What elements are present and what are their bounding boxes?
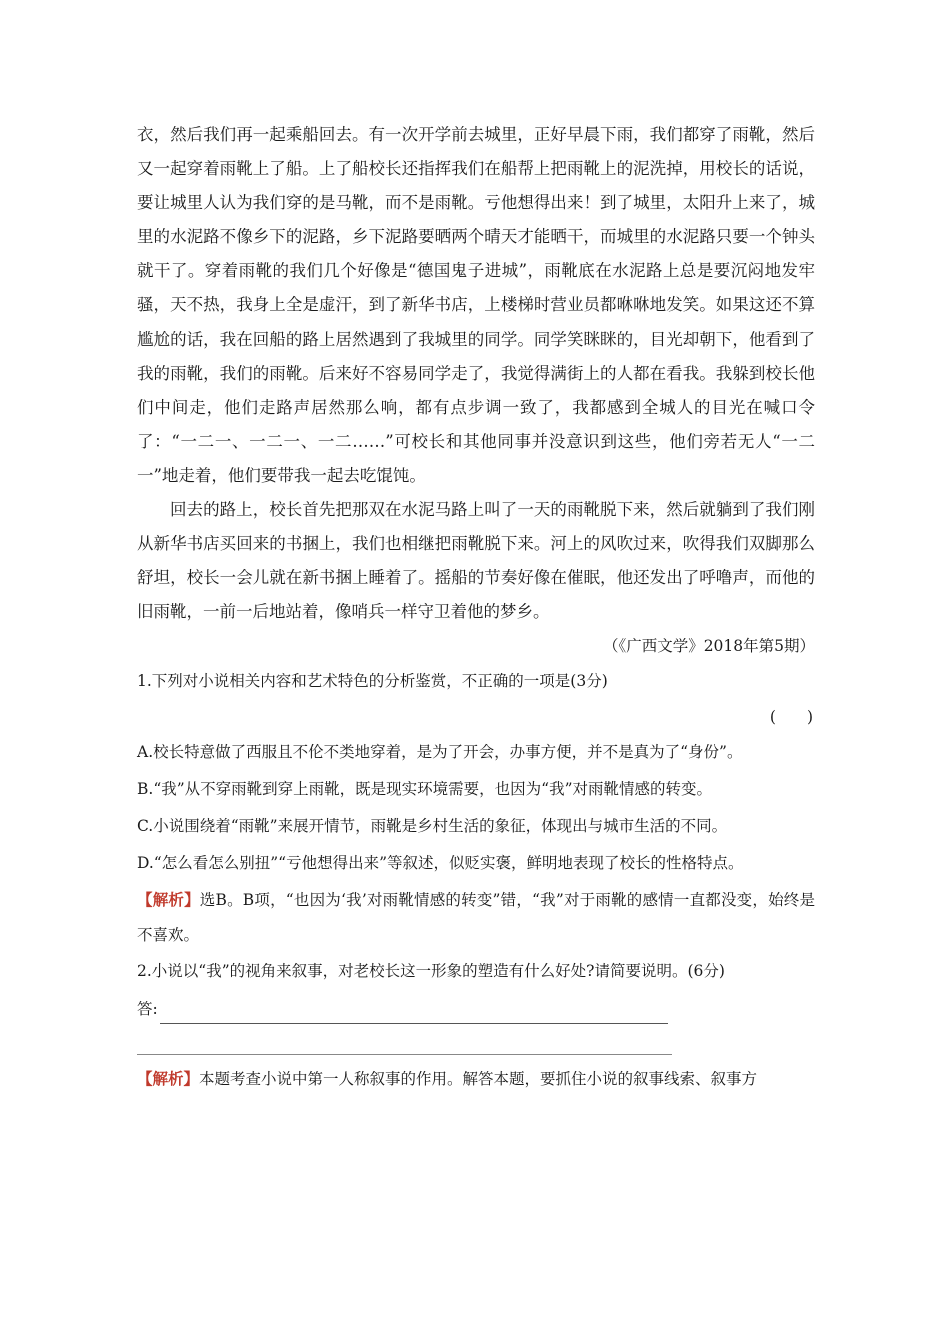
question-1-answer-paren: ( ) <box>769 708 813 727</box>
answer-blank-line-2[interactable] <box>137 1024 672 1055</box>
answer-blank[interactable] <box>160 1005 668 1024</box>
question-1-option-b: B.“我”从不穿雨靴到穿上雨靴，既是现实环境需要，也因为“我”对雨靴情感的转变。 <box>137 780 713 799</box>
question-1-stem: 1.下列对小说相关内容和艺术特色的分析鉴赏，不正确的一项是(3分) <box>137 672 608 691</box>
question-2-stem: 2.小说以“我”的视角来叙事，对老校长这一形象的塑造有什么好处?请简要说明。(6分) <box>137 962 725 981</box>
analysis-tag: 【解析】 <box>137 890 200 910</box>
analysis-text: 本题考查小说中第一人称叙事的作用。解答本题，要抓住小说的叙事线索、叙事方 <box>199 1070 758 1089</box>
passage-paragraph-1: 衣，然后我们再一起乘船回去。有一次开学前去城里，正好早晨下雨，我们都穿了雨靴，然后又一起穿着雨靴上了船。上了船校长还指挥我们在船帮上把雨靴上的泥洗掉，用校长的话说，要让城里人认为我们穿的是马靴，而不是雨靴。亏他想得出来！到了城里，太阳升上来了，城里的水泥路不像乡下的泥路，乡下泥路要晒两个晴天才能晒干，而城里的水泥路只要一个钟头就干了。穿着雨靴的我们几个好像是“德国鬼子进城”，雨靴底在水泥路上总是要沉闷地发牢骚，天不热，我身上全是虚汗，到了新华书店，上楼梯时营业员都咻咻地发笑。如果这还不算尴尬的话，我在回船的路上居然遇到了我城里的同学。同学笑眯眯的，目光却朝下，他看到了我的雨靴，我们的雨靴。后来好不容易同学走了，我觉得满街上的人都在看我。我躲到校长他们中间走，他们走路声居然那么响，都有点步调一致了，我都感到全城人的目光在喊口令了：“一二一、一二一、一二……”可校长和其他同事并没意识到这些，他们旁若无人“一二一”地走着，他们要带我一起去吃馄饨。 <box>137 125 815 485</box>
answer-label: 答: <box>137 1000 158 1019</box>
answer-line[interactable] <box>137 994 815 1024</box>
document-page <box>137 118 815 1097</box>
analysis-text: 选B。B项，“也因为‘我’对雨靴情感的转变”错，“我”对于雨靴的感情一直都没变，始终是不喜欢。 <box>137 891 815 945</box>
question-1-option-c: C.小说围绕着“雨靴”来展开情节，雨靴是乡村生活的象征，体现出与城市生活的不同。 <box>137 817 728 836</box>
question-1-option-d: D.“怎么看怎么别扭”“亏他想得出来”等叙述，似贬实褒，鲜明地表现了校长的性格特点。 <box>137 854 744 873</box>
question-2-analysis <box>137 1061 815 1097</box>
analysis-tag: 【解析】 <box>137 1069 200 1089</box>
passage-source: （《广西文学》2018年第5期） <box>602 637 815 656</box>
question-1-analysis <box>137 882 815 953</box>
passage-paragraph-2: 回去的路上，校长首先把那双在水泥马路上叫了一天的雨靴脱下来，然后就躺到了我们刚从新华书店买回来的书捆上，我们也相继把雨靴脱下来。河上的风吹过来，吹得我们双脚那么舒坦，校长一会儿就在新书捆上睡着了。摇船的节奏好像在催眠，他还发出了呼噜声，而他的旧雨靴，一前一后地站着，像哨兵一样守卫着他的梦乡。 <box>137 500 815 622</box>
question-1-option-a: A.校长特意做了西服且不伦不类地穿着，是为了开会，办事方便，并不是真为了“身份”。 <box>137 743 743 762</box>
